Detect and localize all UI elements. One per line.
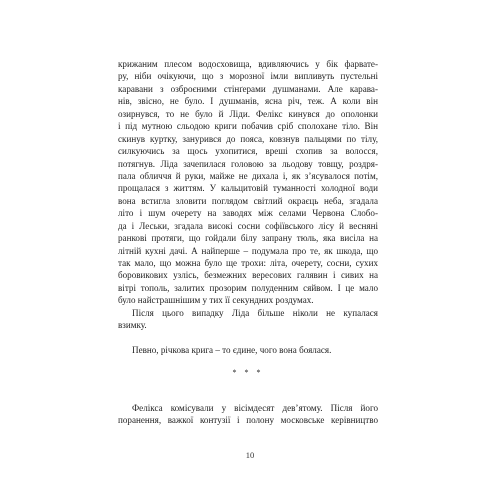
paragraph-2 — [118, 307, 378, 332]
body-text-continued — [118, 402, 378, 427]
text-line: озирнувся, то не було й Ліди. Фелікс кинувся до ополонки — [118, 108, 378, 119]
text-line: силкуючись за щось ухопитися, вреші схопив за волосся, — [118, 146, 378, 157]
body-text — [118, 58, 378, 357]
text-line: Після цього випадку Ліда більше ніколи не купалася — [132, 307, 378, 318]
paragraph-1 — [118, 58, 378, 307]
text-line: було найстрашнішим у тих її секундних роздумах. — [118, 295, 314, 306]
text-line: крижаним плесом водосховища, вдивляючись у бік фарвате- — [118, 59, 378, 69]
text-line: прощалася з життям. У кальцитовій туманності холодної води — [118, 183, 378, 194]
text-line: ранкові протяги, що гойдали білу запрану тюль, яка висіла на — [118, 233, 378, 244]
text-line: потягнув. Ліда зачепилася головою за льодову товщу, роздря- — [118, 158, 378, 169]
text-line: і під мутною сльодою криги побачив сріб сполохане тіло. Він — [118, 121, 378, 132]
paragraph-4 — [118, 402, 378, 427]
paragraph-gap — [118, 332, 378, 344]
text-line: да і Леськи, згадала високі сосни софіївського лісу й весняні — [118, 220, 378, 231]
text-line: ру, ніби очікуючи, що з морозної імли випливуть пустельні — [118, 71, 378, 82]
text-line: боровикових узлісь, безмежних вересових галявин і сивих на — [118, 270, 378, 281]
text-line: Фелікса комісували у вісімдесят дев’ятому. Після його — [132, 403, 378, 413]
text-line: пала обличчя й руки, майже не дихала і, як з’ясувалося потім, — [118, 170, 378, 181]
text-line: нів, звісно, не було. І душманів, ясна річ, теж. А коли він — [118, 96, 378, 107]
text-line: вона встигла зловити поглядом світлий окраєць неба, згадала — [118, 195, 378, 206]
text-line: скинув куртку, занурився до пояса, ковзнув пальцями по тілу, — [118, 133, 378, 144]
text-line: взимку. — [118, 320, 147, 331]
text-line: так мало, що можна було ще трохи: літа, очерету, сосни, сухих — [118, 258, 378, 268]
text-line: поранення, важкої контузії і полону московське керівництво — [118, 415, 378, 426]
text-line: Певно, річкова крига – то єдине, чого вона боялася. — [132, 345, 332, 356]
text-line: каравани з озброєними стінґерами душманами. Але карава- — [118, 83, 378, 94]
text-line: літо і шум очерету на заводях між селами Червона Слобо- — [118, 208, 378, 219]
paragraph-3 — [118, 344, 378, 356]
section-separator: * * * — [232, 368, 264, 377]
text-line: літній кухні дачі. А найперше – подумала про те, як шкода, що — [118, 245, 378, 256]
text-line: вітрі тополь, залитих прозорим полуденним сяйвом. І це мало — [118, 282, 378, 293]
page-number: 10 — [245, 450, 255, 460]
